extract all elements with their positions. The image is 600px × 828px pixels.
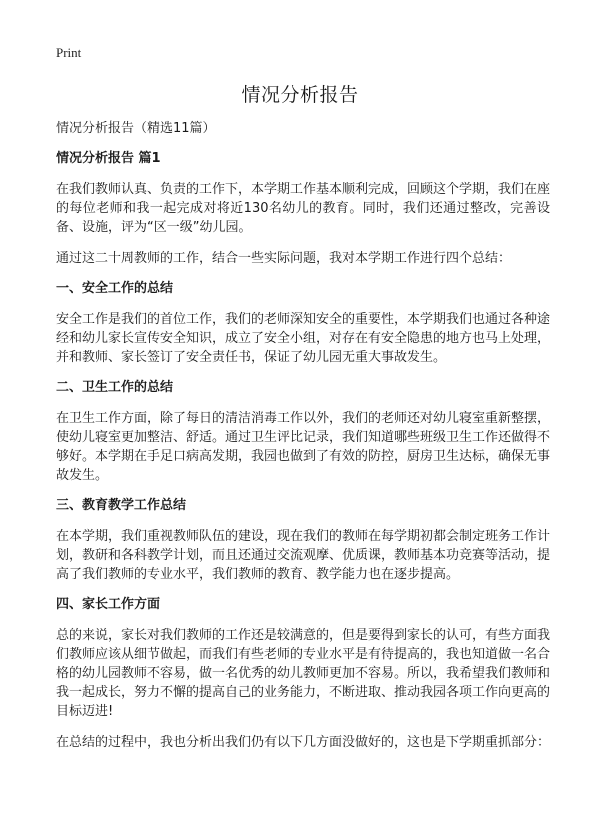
section-heading-safety: 一、安全工作的总结 xyxy=(56,281,174,296)
document-subtitle: 情况分析报告（精选11篇） xyxy=(56,121,216,136)
section-text-safety: 安全工作是我们的首位工作，我们的老师深知安全的重要性，本学期我们也通过各种途经和幼儿家长宣传安全知识，成立了安全小组，对存在有安全隐患的地方也马上处理，并和教师、家长签订了安全责任书，保证了幼儿园无重大事故发生。 xyxy=(56,312,551,365)
section-text-hygiene: 在卫生工作方面，除了每日的清洁消毒工作以外，我们的老师还对幼儿寝室重新整摆，使幼儿寝室更加整洁、舒适。通过卫生评比记录，我们知道哪些班级卫生工作还做得不够好。本学期在手足口病高发期，我园也做到了有效的防控，厨房卫生达标，确保无事故发生。 xyxy=(56,411,551,483)
article-heading: 情况分析报告 篇1 xyxy=(56,151,161,166)
section-text-teaching: 在本学期，我们重视教师队伍的建设，现在我们的教师在每学期初都会制定班务工作计划，教研和各科教学计划，而且还通过交流观摩、优质课，教师基本功竞赛等活动，提高了我们教师的专业水平，我们教师的教育、教学能力也在逐步提高。 xyxy=(56,529,551,582)
print-link[interactable]: Print xyxy=(56,45,82,60)
paragraph-overview: 通过这二十周教师的工作，结合一些实际问题，我对本学期工作进行四个总结： xyxy=(56,251,512,266)
document-title: 情况分析报告 xyxy=(241,84,359,106)
section-text-parents: 总的来说，家长对我们教师的工作还是较满意的，但是要得到家长的认可，有些方面我们教师应该从细节做起，而我们有些老师的专业水平是有待提高的，我也知道做一名合格的幼儿园教师不容易，做一名优秀的幼儿教师更加不容易。所以，我希望我们教师和我一起成长，努力不懈的提高自己的业务能力，不断进取、推动我园各项工作向更高的目标迈进! xyxy=(56,628,551,719)
section-heading-hygiene: 二、卫生工作的总结 xyxy=(56,380,174,395)
section-heading-parents: 四、家长工作方面 xyxy=(56,597,161,612)
paragraph-closing: 在总结的过程中，我也分析出我们仍有以下几方面没做好的，这也是下学期重抓部分： xyxy=(56,735,551,750)
document-body xyxy=(56,120,550,764)
paragraph-intro: 在我们教师认真、负责的工作下，本学期工作基本顺利完成，回顾这个学期，我们在座的每位老师和我一起完成对将近130名幼儿的教育。同时，我们还通过整改，完善设备、设施，评为“区一级”幼儿园。 xyxy=(56,182,551,235)
section-heading-teaching: 三、教育教学工作总结 xyxy=(56,498,187,513)
